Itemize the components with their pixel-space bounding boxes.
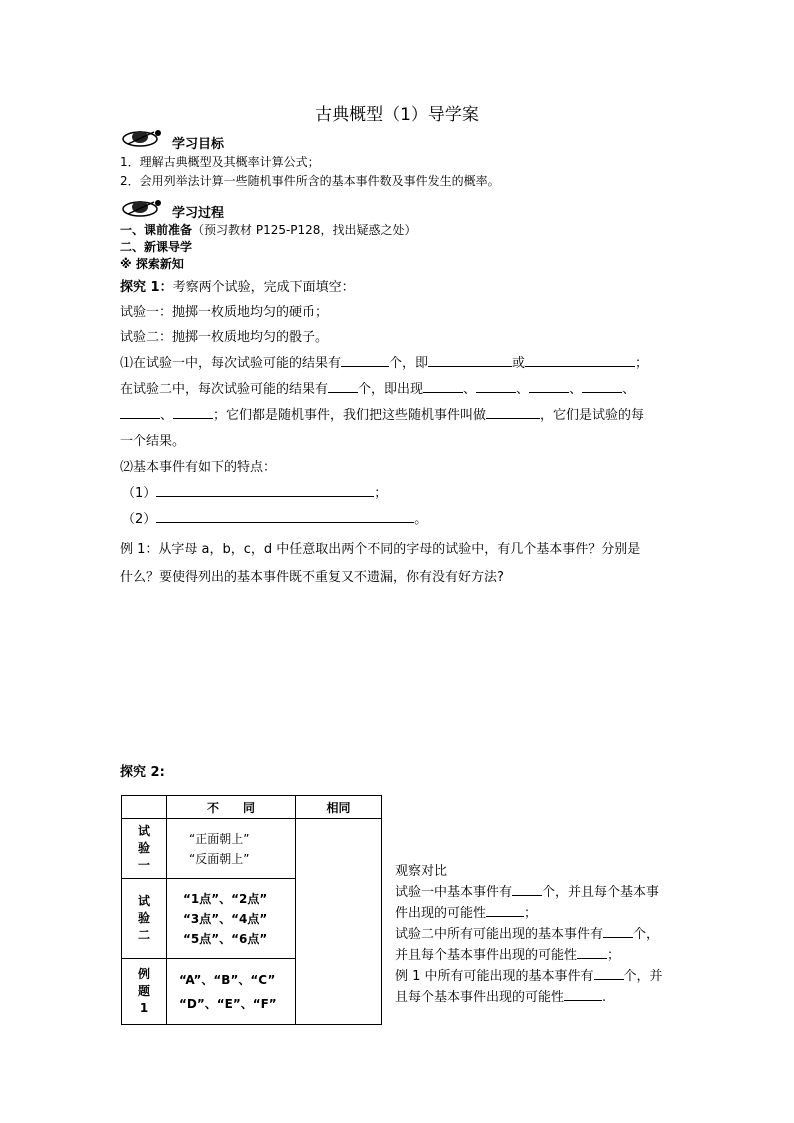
features-intro: ⑵基本事件有如下的特点： bbox=[120, 460, 277, 475]
blank-field[interactable] bbox=[341, 354, 389, 367]
prep-line bbox=[120, 221, 416, 238]
goal-item-1: 1．理解古典概型及其概率计算公式； bbox=[120, 155, 320, 169]
feature-2-end: 。 bbox=[414, 512, 428, 527]
example-1-line-1: 例 1：从字母 a，b，c，d 中任意取出两个不同的字母的试验中，有几个基本事件？分别是 bbox=[120, 542, 641, 557]
experiment-1: 试验一：抛掷一枚质地均匀的硬币； bbox=[120, 305, 329, 320]
feature-2-line bbox=[122, 508, 427, 527]
blank-field[interactable] bbox=[525, 354, 635, 367]
row-cell bbox=[167, 819, 296, 879]
q1-text-c: 或 bbox=[512, 356, 526, 371]
compare-text: 个，并且每个基本事 bbox=[542, 885, 660, 900]
compare-line-2 bbox=[395, 903, 537, 924]
q2-text-a: 在试验二中，每次试验可能的结果有 bbox=[120, 382, 329, 397]
compare-text: 试验二中所有可能出现的基本事件有 bbox=[395, 927, 604, 942]
compare-line-4 bbox=[395, 945, 620, 966]
compare-heading: 观察对比 bbox=[395, 864, 448, 879]
compare-line-1 bbox=[395, 882, 659, 903]
compare-text: 例 1 中所有可能出现的基本事件有 bbox=[395, 969, 594, 984]
row-cell bbox=[167, 959, 296, 1025]
cell-line: “反面朝上” bbox=[189, 851, 250, 866]
blank-field[interactable] bbox=[486, 904, 524, 917]
row-label bbox=[122, 959, 167, 1025]
compare-line-3 bbox=[395, 924, 659, 945]
q1-text-d: ； bbox=[635, 356, 649, 371]
row-label bbox=[122, 879, 167, 959]
row-label-char: 验 bbox=[137, 911, 150, 925]
explore1-intro: 考察两个试验，完成下面填空： bbox=[172, 280, 355, 295]
blank-field[interactable] bbox=[512, 883, 542, 896]
separator: 、 bbox=[160, 408, 174, 423]
blank-field[interactable] bbox=[328, 380, 358, 393]
q2-text-b: 个，即出现 bbox=[358, 382, 424, 397]
compare-text: 个，并 bbox=[623, 969, 663, 984]
new-lesson-label: 二、新课导学 bbox=[120, 240, 193, 254]
example-1-line-2: 什么？要使得列出的基本事件既不重复又不遗漏，你有没有好方法? bbox=[120, 570, 504, 585]
cell-line: “1点”、“2点” bbox=[183, 891, 268, 906]
feature-1-end: ； bbox=[374, 486, 388, 501]
question-3-end: 一个结果。 bbox=[120, 434, 186, 449]
compare-text: 件出现的可能性 bbox=[395, 906, 487, 921]
cell-line: “D”、“E”、“F” bbox=[179, 996, 277, 1011]
compare-text: ； bbox=[524, 906, 538, 921]
table-corner bbox=[122, 796, 167, 819]
goal-item-2: 2．会用列举法计算一些随机事件所含的基本事件数及事件发生的概率。 bbox=[120, 174, 500, 188]
q3-text-c: ，它们是试验的每 bbox=[540, 408, 645, 423]
compare-text: 且每个基本事件出现的可能性 bbox=[395, 990, 565, 1005]
blank-field[interactable] bbox=[476, 380, 516, 393]
blank-field[interactable] bbox=[529, 380, 569, 393]
row-label-char: 二 bbox=[137, 928, 150, 942]
row-label-char: 试 bbox=[137, 894, 150, 908]
separator: 、 bbox=[569, 382, 583, 397]
explore-label: ※ 探索新知 bbox=[120, 257, 184, 271]
page-title: 古典概型（1）导学案 bbox=[315, 105, 479, 125]
blank-field[interactable] bbox=[423, 380, 463, 393]
book-logo-icon bbox=[120, 126, 168, 148]
prep-text: （预习教材 P125-P128，找出疑惑之处） bbox=[192, 223, 417, 237]
table-header-same: 相同 bbox=[296, 796, 382, 819]
blank-field[interactable] bbox=[582, 380, 622, 393]
compare-line-6 bbox=[395, 987, 606, 1008]
blank-field[interactable] bbox=[486, 406, 540, 419]
feature-1-line bbox=[122, 482, 387, 501]
row-label-char: 例 bbox=[137, 967, 150, 981]
blank-field[interactable] bbox=[564, 988, 602, 1001]
experiment-2: 试验二：抛掷一枚质地均匀的骰子。 bbox=[120, 330, 329, 345]
row-label bbox=[122, 819, 167, 879]
process-heading: 学习过程 bbox=[172, 206, 225, 221]
prep-label: 一、课前准备 bbox=[120, 223, 193, 237]
blank-field[interactable] bbox=[120, 406, 160, 419]
book-logo-icon bbox=[120, 196, 168, 218]
cell-line: “5点”、“6点” bbox=[183, 931, 268, 946]
q1-text-a: ⑴在试验一中，每次试验可能的结果有 bbox=[120, 356, 342, 371]
q3-text-b: ；它们都是随机事件，我们把这些随机事件叫做 bbox=[213, 408, 487, 423]
compare-text: . bbox=[602, 990, 607, 1005]
row-label-char: 1 bbox=[139, 1001, 149, 1015]
feature-2-label: （2） bbox=[122, 512, 157, 527]
compare-text: ； bbox=[607, 948, 621, 963]
table-row bbox=[122, 819, 382, 879]
question-3-line bbox=[120, 404, 644, 423]
explore2-heading: 探究 2: bbox=[120, 765, 165, 780]
blank-field[interactable] bbox=[594, 967, 624, 980]
row-label-char: 题 bbox=[137, 984, 150, 998]
separator: 、 bbox=[622, 382, 636, 397]
explore1-heading: 探究 1： bbox=[120, 280, 173, 295]
blank-field[interactable] bbox=[603, 925, 633, 938]
row-label-char: 试 bbox=[137, 824, 150, 838]
compare-line-5 bbox=[395, 966, 663, 987]
separator: 、 bbox=[516, 382, 530, 397]
row-label-char: 一 bbox=[137, 858, 150, 872]
explore1-intro-line bbox=[120, 276, 355, 295]
blank-field[interactable] bbox=[156, 484, 374, 497]
row-cell bbox=[167, 879, 296, 959]
comparison-table bbox=[121, 795, 382, 1025]
compare-text: 并且每个基本事件出现的可能性 bbox=[395, 948, 578, 963]
blank-field[interactable] bbox=[428, 354, 512, 367]
same-column-cell[interactable] bbox=[296, 819, 382, 1025]
feature-1-label: （1） bbox=[122, 486, 157, 501]
compare-text: 试验一中基本事件有 bbox=[395, 885, 513, 900]
blank-field[interactable] bbox=[577, 946, 607, 959]
table-header-different: 不 同 bbox=[167, 796, 296, 819]
q1-text-b: 个，即 bbox=[389, 356, 429, 371]
goals-heading: 学习目标 bbox=[172, 137, 225, 152]
compare-text: 个， bbox=[633, 927, 660, 942]
question-2-line bbox=[120, 378, 635, 397]
blank-field[interactable] bbox=[156, 510, 414, 523]
row-label-char: 验 bbox=[137, 841, 150, 855]
question-1-line bbox=[120, 352, 648, 371]
separator: 、 bbox=[463, 382, 477, 397]
cell-line: “A”、“B”、“C” bbox=[179, 972, 276, 987]
blank-field[interactable] bbox=[173, 406, 213, 419]
cell-line: “3点”、“4点” bbox=[183, 911, 268, 926]
cell-line: “正面朝上” bbox=[189, 831, 250, 846]
